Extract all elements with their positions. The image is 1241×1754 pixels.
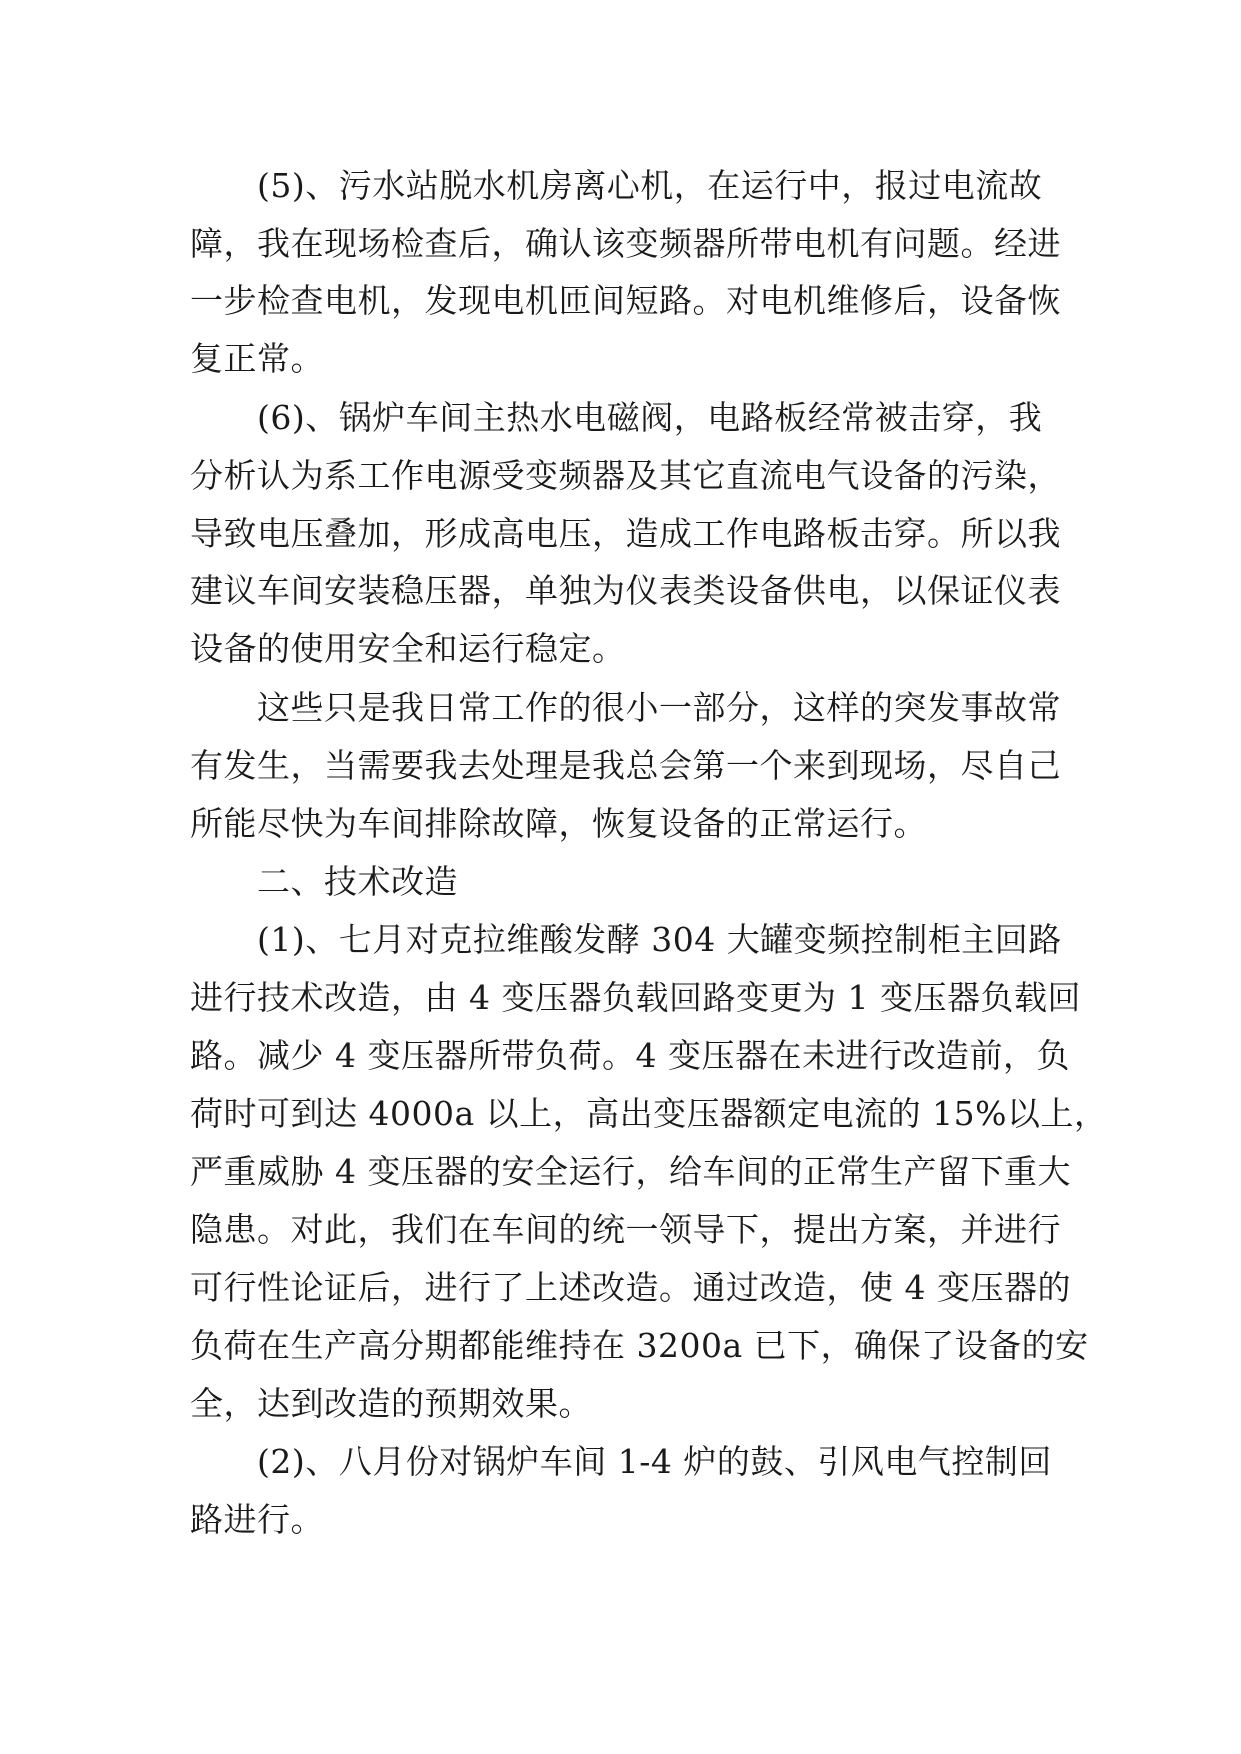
paragraph-1-line-2: 进行技术改造，由 4 变压器负载回路变更为 1 变压器负载回	[190, 978, 1081, 1017]
paragraph-5-line-2: 障，我在现场检查后，确认该变频器所带电机有问题。经进	[190, 224, 1061, 263]
paragraph-6-line-3: 导致电压叠加，形成高电压，造成工作电路板击穿。所以我	[190, 514, 1061, 553]
summary-line-3: 所能尽快为车间排除故障，恢复设备的正常运行。	[190, 804, 927, 843]
paragraph-1-line-7: 可行性论证后，进行了上述改造。通过改造，使 4 变压器的	[190, 1268, 1071, 1307]
paragraph-6-line-5: 设备的使用安全和运行稳定。	[190, 629, 626, 668]
section-heading: 二、技术改造	[257, 862, 458, 901]
paragraph-1-line-4: 荷时可到达 4000a 以上，高出变压器额定电流的 15%以上，	[190, 1094, 1108, 1133]
paragraph-2-line-1: (2)、八月份对锅炉车间 1-4 炉的鼓、引风电气控制回	[257, 1442, 1052, 1481]
paragraph-5-line-1: (5)、污水站脱水机房离心机，在运行中，报过电流故	[257, 166, 1043, 205]
paragraph-1-line-1: (1)、七月对克拉维酸发酵 304 大罐变频控制柜主回路	[257, 920, 1062, 959]
paragraph-1-line-8: 负荷在生产高分期都能维持在 3200a 已下，确保了设备的安	[190, 1326, 1089, 1365]
paragraph-1-line-9: 全，达到改造的预期效果。	[190, 1384, 592, 1423]
summary-line-1: 这些只是我日常工作的很小一部分，这样的突发事故常	[257, 688, 1061, 727]
summary-line-2: 有发生，当需要我去处理是我总会第一个来到现场，尽自己	[190, 746, 1061, 785]
paragraph-6-line-4: 建议车间安装稳压器，单独为仪表类设备供电，以保证仪表	[190, 571, 1061, 610]
paragraph-6-line-1: (6)、锅炉车间主热水电磁阀，电路板经常被击穿，我	[257, 398, 1043, 437]
paragraph-1-line-5: 严重威胁 4 变压器的安全运行，给车间的正常生产留下重大	[190, 1152, 1071, 1191]
paragraph-5-line-3: 一步检查电机，发现电机匝间短路。对电机维修后，设备恢	[190, 281, 1061, 320]
paragraph-1-line-6: 隐患。对此，我们在车间的统一领导下，提出方案，并进行	[190, 1210, 1061, 1249]
paragraph-1-line-3: 路。减少 4 变压器所带负荷。4 变压器在未进行改造前，负	[190, 1036, 1070, 1075]
paragraph-2-line-2: 路进行。	[190, 1500, 324, 1539]
paragraph-6-line-2: 分析认为系工作电源受变频器及其它直流电气设备的污染，	[190, 456, 1061, 495]
paragraph-5-line-4: 复正常。	[190, 339, 324, 378]
